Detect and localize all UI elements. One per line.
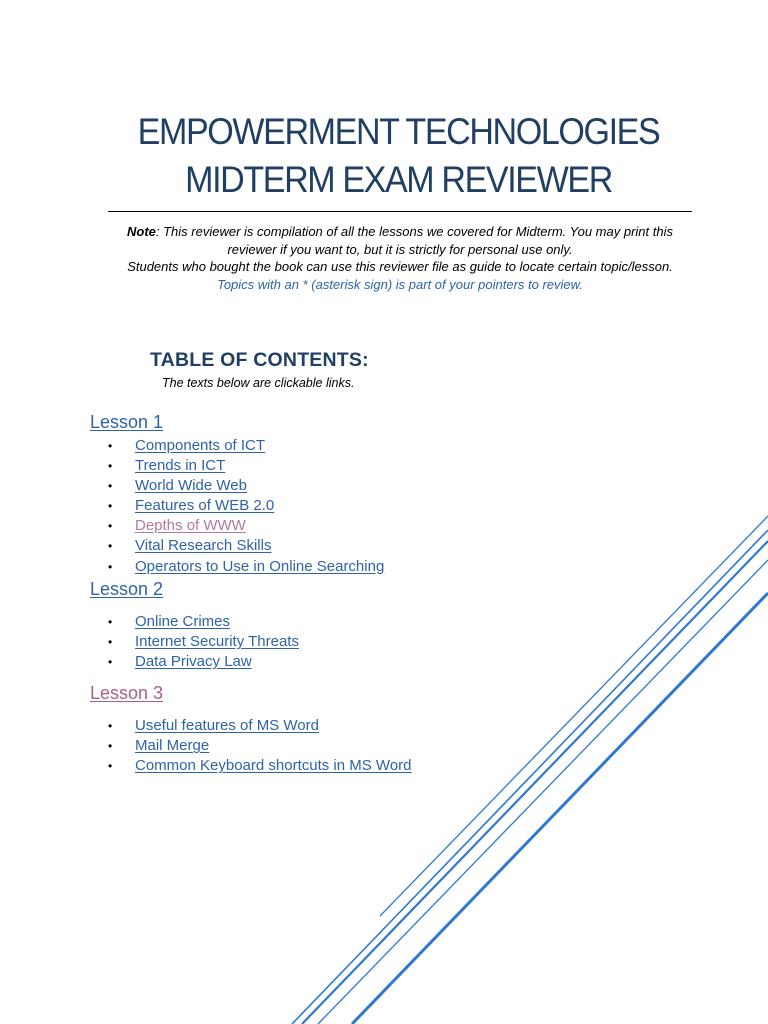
topic-link-ms-word-features[interactable]: Useful features of MS Word	[135, 717, 319, 734]
decor-line	[318, 560, 768, 1024]
note-label: Note	[127, 224, 156, 239]
bullet-icon: •	[108, 499, 113, 514]
topic-link-components-of-ict[interactable]: Components of ICT	[135, 437, 266, 454]
topic-link-internet-security-threats[interactable]: Internet Security Threats	[135, 633, 299, 651]
bullet-icon: •	[108, 519, 113, 534]
bullet-icon: •	[108, 615, 113, 629]
bullet-icon: •	[108, 539, 113, 554]
topic-link-data-privacy-law[interactable]: Data Privacy Law	[135, 653, 252, 671]
topic-link-vital-research-skills[interactable]: Vital Research Skills	[135, 537, 272, 555]
note-line-3: Students who bought the book can use this reviewer file as guide to locate certain topic/lesson.	[127, 259, 673, 274]
bullet-icon: •	[108, 739, 113, 754]
topic-link-trends-in-ict[interactable]: Trends in ICT	[135, 457, 226, 475]
note-line-1-text: : This reviewer is compilation of all the lessons we covered for Midterm. You may print this	[155, 224, 673, 239]
decor-line	[380, 516, 768, 916]
bullet-icon: •	[108, 559, 113, 574]
lesson-1-link[interactable]: Lesson 1	[90, 412, 164, 432]
topic-link-depths-of-www[interactable]: Depths of WWW	[135, 517, 246, 535]
topic-link-features-of-web-2[interactable]: Features of WEB 2.0	[135, 497, 275, 515]
topic-link-mail-merge[interactable]: Mail Merge	[135, 737, 210, 755]
bullet-icon: •	[108, 439, 113, 453]
title-line-2: MIDTERM EXAM REVIEWER	[185, 159, 612, 200]
bullet-icon: •	[108, 719, 113, 733]
toc-subtitle: The texts below are clickable links.	[162, 376, 355, 390]
lesson-2-link[interactable]: Lesson 2	[90, 579, 164, 599]
topic-link-online-crimes[interactable]: Online Crimes	[135, 613, 231, 630]
note-line-4: Topics with an * (asterisk sign) is part of your pointers to review.	[217, 276, 583, 292]
toc-heading: TABLE OF CONTENTS:	[150, 349, 369, 371]
bullet-icon: •	[108, 655, 113, 670]
bullet-icon: •	[108, 635, 113, 650]
topic-link-world-wide-web[interactable]: World Wide Web	[135, 477, 247, 495]
note-line-2: reviewer if you want to, but it is strictly for personal use only.	[227, 241, 573, 257]
bullet-icon: •	[108, 459, 113, 474]
bullet-icon: •	[108, 759, 113, 774]
decor-line	[302, 541, 768, 1024]
topic-link-keyboard-shortcuts[interactable]: Common Keyboard shortcuts in MS Word	[135, 757, 412, 775]
decor-line	[292, 530, 768, 1024]
bullet-icon: •	[108, 479, 113, 494]
title-line-1: EMPOWERMENT TECHNOLOGIES	[137, 111, 660, 152]
lesson-3-link[interactable]: Lesson 3	[90, 683, 164, 703]
topic-link-online-search-operators[interactable]: Operators to Use in Online Searching	[135, 557, 385, 575]
decor-line	[352, 593, 768, 1024]
